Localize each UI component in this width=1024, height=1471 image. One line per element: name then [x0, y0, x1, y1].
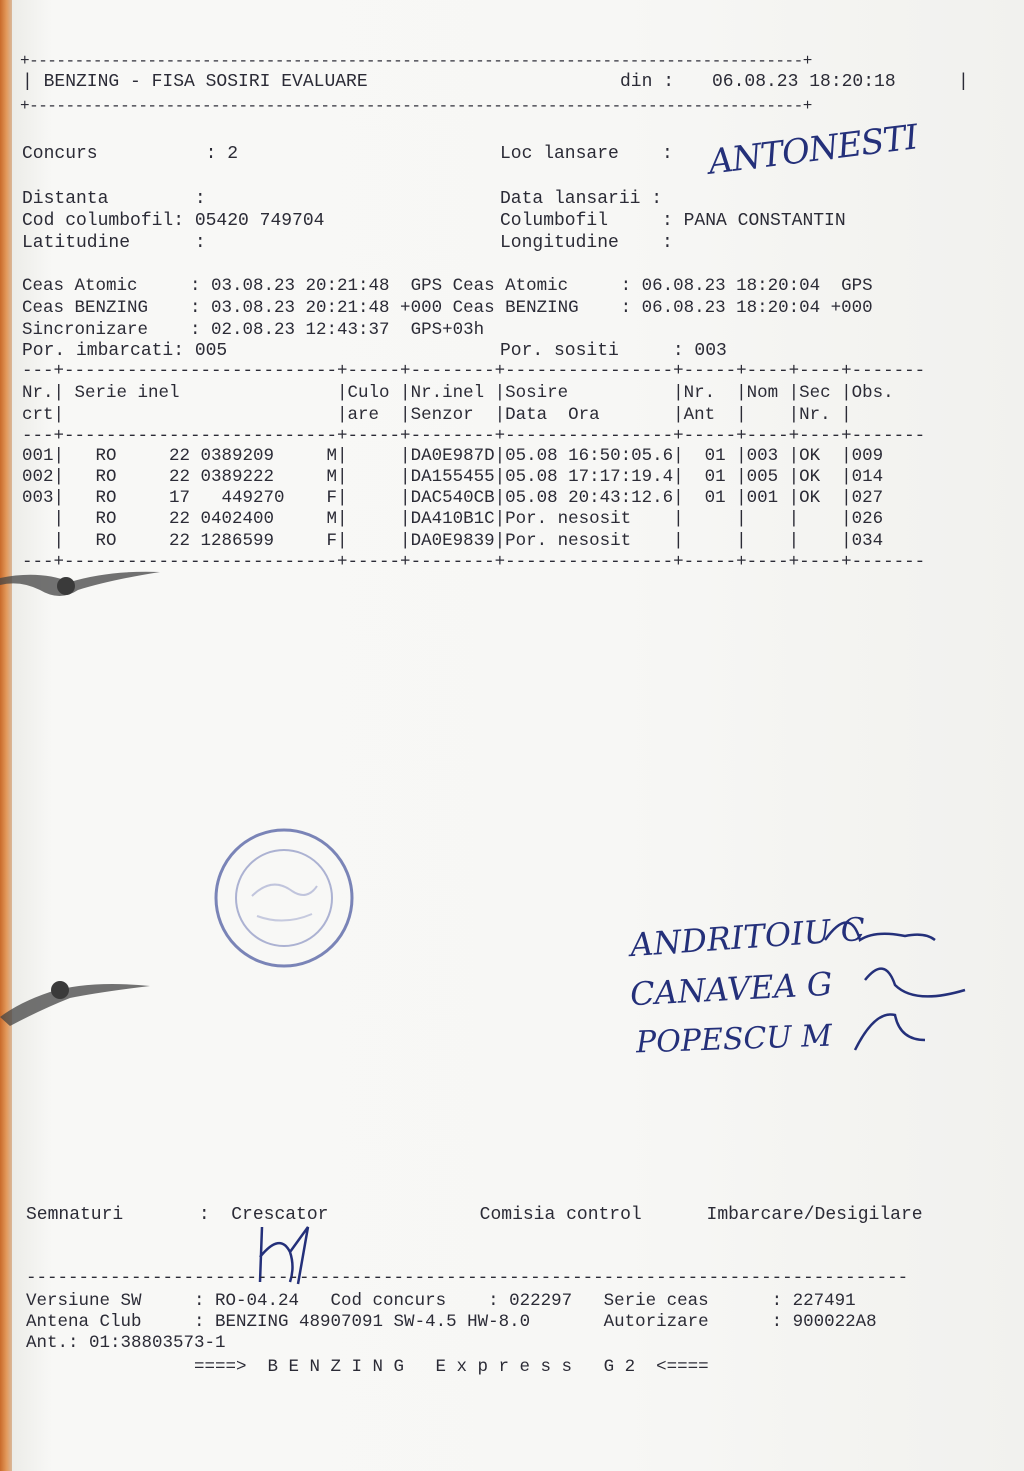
concurs-field: Concurs : 2 [22, 144, 239, 164]
por-imbarcati-field: Por. imbarcati: 005 [22, 341, 228, 361]
signatures-row: Semnaturi : Crescator Comisia control Imbarcare/Desigilare [26, 1205, 923, 1225]
loc-lansare-label: Loc lansare : [500, 144, 673, 164]
binder-ring-icon [0, 560, 170, 610]
print-date-label: din : [620, 72, 675, 92]
ceas-atomic-line: Ceas Atomic : 03.08.23 20:21:48 GPS Ceas Atomic : 06.08.23 18:20:04 GPS [22, 276, 873, 296]
table-rule-mid: ---+--------------------------+-----+--------+----------------+-----+----+----+------- [22, 426, 926, 446]
antenna-id-line: Ant.: 01:38803573-1 [26, 1333, 226, 1353]
table-row: 002| RO 22 0389222 M| |DA155455|05.08 17:17:19.4| 01 |005 |OK |014 [22, 467, 884, 487]
longitudine-field: Longitudine : [500, 233, 673, 253]
table-header-row-1: Nr.| Serie inel |Culo |Nr.inel |Sosire |Nr. |Nom |Sec |Obs. [22, 383, 894, 403]
document-title: | BENZING - FISA SOSIRI EVALUARE [22, 72, 368, 92]
binder-ring-icon [0, 962, 160, 1032]
table-row: | RO 22 1286599 F| |DA0E9839|Por. nesosit | | | |034 [22, 531, 884, 551]
distanta-field: Distanta : [22, 189, 206, 209]
loc-lansare-handwritten: ANTONESTI [706, 117, 920, 183]
ceas-benzing-line: Ceas BENZING : 03.08.23 20:21:48 +000 Ceas BENZING : 06.08.23 18:20:04 +000 [22, 298, 873, 318]
table-row: | RO 22 0402400 M| |DA410B1C|Por. nesosit | | | |026 [22, 509, 884, 529]
sincronizare-line: Sincronizare : 02.08.23 12:43:37 GPS+03h [22, 320, 485, 340]
table-row: 001| RO 22 0389209 M| |DA0E987D|05.08 16:50:05.6| 01 |003 |OK |009 [22, 446, 884, 466]
table-header-row-2: crt| |are |Senzor |Data Ora |Ant | |Nr. | [22, 405, 852, 425]
latitudine-field: Latitudine : [22, 233, 206, 253]
cod-columbofil-field: Cod columbofil: 05420 749704 [22, 211, 325, 231]
table-rule-bottom: ---+--------------------------+-----+--------+----------------+-----+----+----+------- [22, 552, 926, 572]
folder-edge [0, 0, 12, 1471]
commission-member-2: CANAVEA G [629, 964, 834, 1014]
print-date-value: 06.08.23 18:20:18 [712, 72, 896, 92]
commission-signatures-icon [805, 900, 975, 1060]
columbofil-field: Columbofil : PANA CONSTANTIN [500, 211, 846, 231]
table-row: 003| RO 17 449270 F| |DAC540CB|05.08 20:43:12.6| 01 |001 |OK |027 [22, 488, 884, 508]
table-rule-top: ---+--------------------------+-----+--------+----------------+-----+----+----+------- [22, 361, 926, 381]
footer-rule: ------------------------------------------------------------------------------------ [26, 1268, 909, 1288]
versiune-sw-line: Versiune SW : RO-04.24 Cod concurs : 022297 Serie ceas : 227491 [26, 1291, 856, 1311]
data-lansarii-field: Data lansarii : [500, 189, 663, 209]
commission-member-3: POPESCU M [635, 1018, 833, 1061]
header-end-bar: | [958, 72, 969, 92]
header-border-bottom: +-------------------------------------------------------------------------------------+ [20, 97, 812, 115]
antena-club-line: Antena Club : BENZING 48907091 SW-4.5 HW-8.0 Autorizare : 900022A8 [26, 1312, 877, 1332]
club-stamp-icon [212, 826, 356, 970]
brand-banner: ====> B E N Z I N G E x p r e s s G 2 <==== [194, 1357, 709, 1377]
commission-member-1: ANDRITOIU C [628, 909, 867, 965]
header-border-top: +-------------------------------------------------------------------------------------+ [20, 52, 812, 70]
por-sositi-field: Por. sositi : 003 [500, 341, 727, 361]
